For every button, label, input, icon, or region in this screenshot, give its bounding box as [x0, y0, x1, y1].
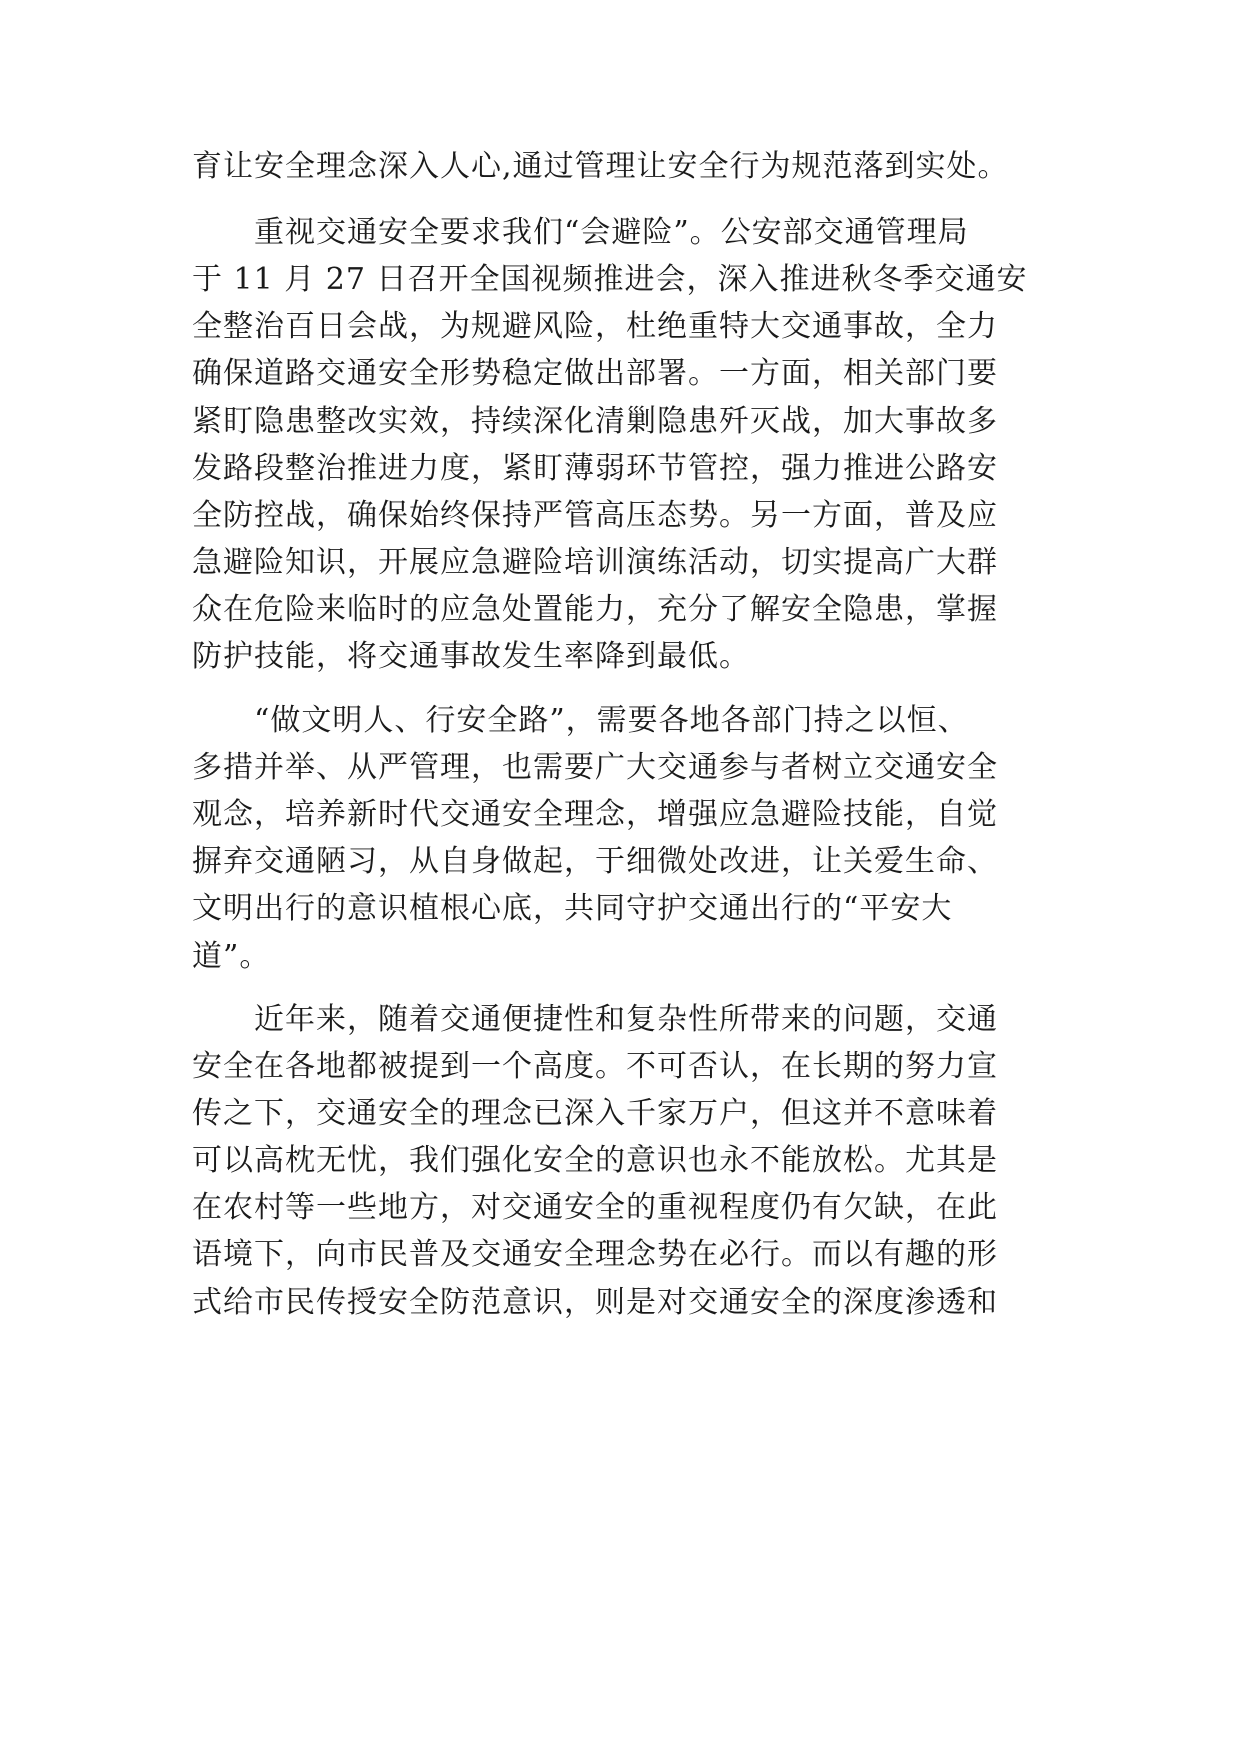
text-line: “做文明人、行安全路”，需要各地各部门持之以恒、	[254, 703, 969, 738]
text-line: 众在危险来临时的应急处置能力，充分了解安全隐患，掌握	[192, 592, 998, 627]
text-line: 确保道路交通安全形势稳定做出部署。一方面，相关部门要	[192, 356, 998, 391]
text-line: 可以高枕无忧，我们强化安全的意识也永不能放松。尤其是	[192, 1143, 998, 1178]
text-line: 急避险知识，开展应急避险培训演练活动，切实提高广大群	[192, 545, 998, 580]
text-line: 全整治百日会战，为规避风险，杜绝重特大交通事故，全力	[192, 309, 998, 344]
text-line: 摒弃交通陋习，从自身做起，于细微处改进，让关爱生命、	[192, 844, 998, 879]
text-line: 紧盯隐患整改实效，持续深化清剿隐患歼灭战，加大事故多	[192, 404, 998, 439]
text-line: 语境下，向市民普及交通安全理念势在必行。而以有趣的形	[192, 1237, 998, 1272]
text-line: 防护技能，将交通事故发生率降到最低。	[192, 639, 750, 674]
text-line: 近年来，随着交通便捷性和复杂性所带来的问题，交通	[254, 1002, 998, 1037]
text-line: 全防控战，确保始终保持严管高压态势。另一方面，普及应	[192, 498, 998, 533]
text-line: 式给市民传授安全防范意识，则是对交通安全的深度渗透和	[192, 1285, 998, 1320]
text-line: 安全在各地都被提到一个高度。不可否认，在长期的努力宣	[192, 1049, 998, 1084]
text-line: 于 11 月 27 日召开全国视频推进会，深入推进秋冬季交通安	[192, 262, 1028, 297]
text-line: 传之下，交通安全的理念已深入千家万户，但这并不意味着	[192, 1096, 998, 1131]
text-line: 道”。	[192, 939, 271, 974]
text-line: 多措并举、从严管理，也需要广大交通参与者树立交通安全	[192, 750, 998, 785]
text-line: 观念，培养新时代交通安全理念，增强应急避险技能，自觉	[192, 797, 998, 832]
text-line: 发路段整治推进力度，紧盯薄弱环节管控，强力推进公路安	[192, 451, 998, 486]
text-line: 重视交通安全要求我们“会避险”。公安部交通管理局	[254, 215, 969, 250]
text-line: 育让安全理念深入人心,通过管理让安全行为规范落到实处。	[192, 149, 1009, 184]
text-line: 文明出行的意识植根心底，共同守护交通出行的“平安大	[192, 891, 953, 926]
text-line: 在农村等一些地方，对交通安全的重视程度仍有欠缺，在此	[192, 1190, 998, 1225]
